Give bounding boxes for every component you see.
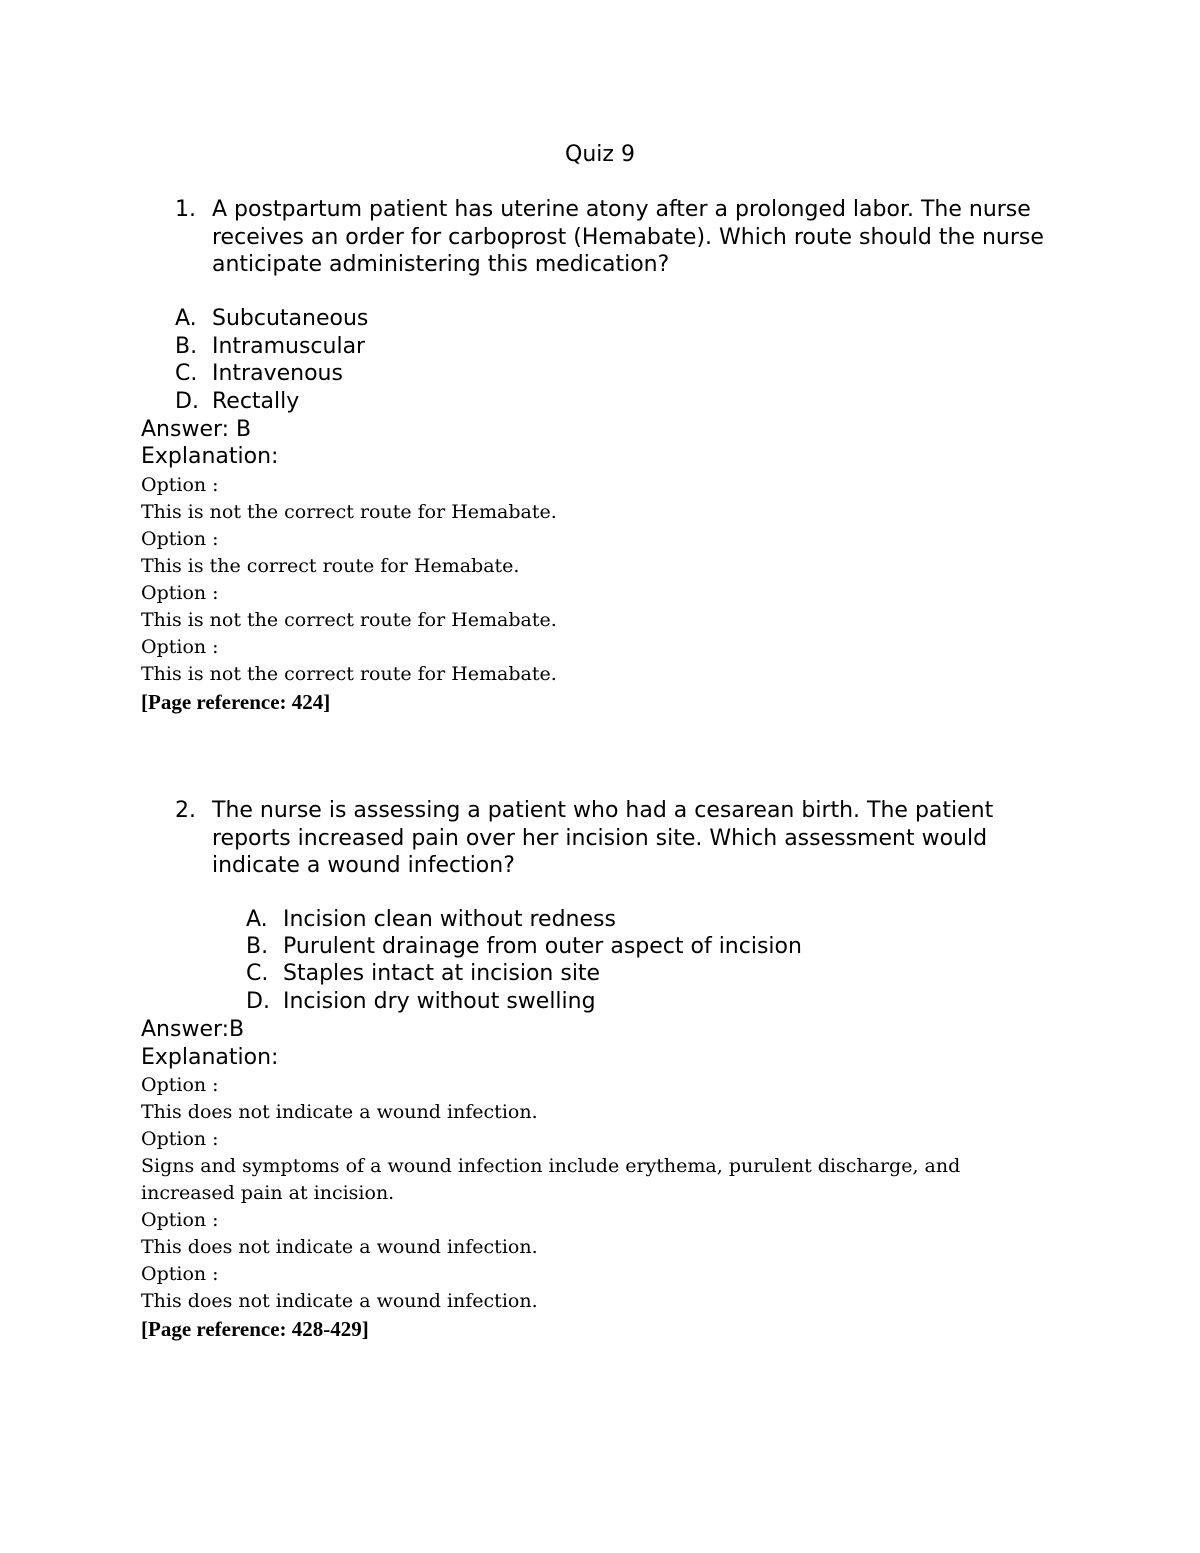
option-text: Rectally [212,389,300,414]
question-1 [175,196,1075,279]
option-text: Staples intact at incision site [283,961,601,986]
explanation-option-label: Option : [141,1128,219,1150]
option-letter: A. [246,907,268,932]
explanation-option-text: Signs and symptoms of a wound infection include erythema, purulent discharge, and [141,1155,961,1177]
explanation-option-label: Option : [141,1074,219,1096]
explanation-option-text: This is not the correct route for Hemabate. [141,609,557,631]
option-letter: A. [175,306,197,331]
page-reference: [Page reference: 424] [141,690,331,714]
explanation-option-text: This does not indicate a wound infection. [141,1101,538,1123]
question-text: The nurse is assessing a patient who had a cesarean birth. The patient reports increased pain over her incision site. Which assessment would indicate a wound infection? [212,798,994,878]
explanation-option-text: This is the correct route for Hemabate. [141,555,520,577]
page-title: Quiz 9 [565,142,635,167]
explanation-option-label: Option : [141,1209,219,1231]
option-text: Intravenous [212,361,343,386]
explanation-option-label: Option : [141,582,219,604]
option-text: Incision clean without redness [283,907,616,932]
option-letter: C. [175,361,198,386]
explanation-option-label: Option : [141,474,219,496]
option-letter: B. [175,334,198,359]
explanation-heading: Explanation: [141,444,279,469]
option-letter: D. [246,989,270,1014]
explanation-option-text: This is not the correct route for Hemabate. [141,501,557,523]
option-letter: C. [246,961,269,986]
option-text: Intramuscular [212,334,366,359]
explanation-option-text-continued: increased pain at incision. [141,1182,395,1204]
answer: Answer:B [141,1017,245,1042]
explanation-option-text: This does not indicate a wound infection. [141,1290,538,1312]
option-text: Purulent drainage from outer aspect of incision [283,934,802,959]
question-text: A postpartum patient has uterine atony after a prolonged labor. The nurse receives an order for carboprost (Hemabate). Which route should the nurse anticipate administering this medication? [212,197,1044,277]
explanation-heading: Explanation: [141,1045,279,1070]
explanation-option-text: This does not indicate a wound infection. [141,1236,538,1258]
option-letter: B. [246,934,269,959]
explanation-option-label: Option : [141,528,219,550]
question-number: 1. [175,197,196,222]
question-number: 2. [175,798,196,823]
explanation-option-text: This is not the correct route for Hemabate. [141,663,557,685]
page-reference: [Page reference: 428-429] [141,1317,369,1341]
question-2 [175,797,1075,880]
option-text: Subcutaneous [212,306,369,331]
option-letter: D. [175,389,199,414]
explanation-option-label: Option : [141,636,219,658]
answer: Answer: B [141,417,252,442]
option-text: Incision dry without swelling [283,989,596,1014]
explanation-option-label: Option : [141,1263,219,1285]
